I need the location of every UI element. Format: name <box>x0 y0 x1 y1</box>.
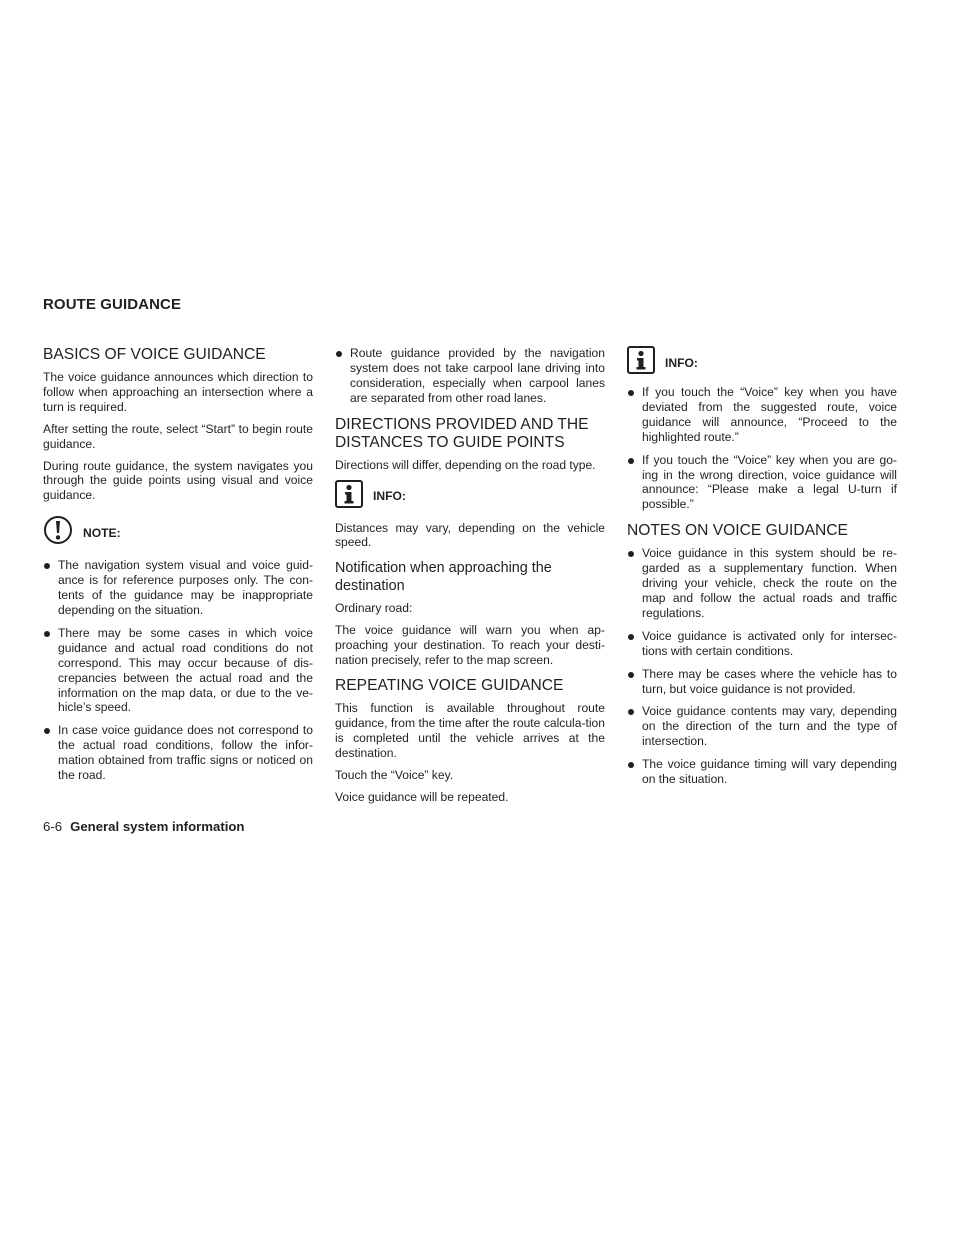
list-item: The voice guidance timing will vary depending on the situation. <box>627 757 897 787</box>
list-item: Route guidance provided by the navigation system does not take carpool lane driving into consideration, especially when carpool lanes are separated from other road lanes. <box>335 346 605 406</box>
list-item: Voice guidance contents may vary, depending on the direction of the turn and the type of intersection. <box>627 704 897 749</box>
heading-repeating-voice-guidance: REPEATING VOICE GUIDANCE <box>335 676 564 694</box>
paragraph: Directions will differ, depending on the road type. <box>335 457 596 472</box>
list-item: If you touch the “Voice” key when you are go-ing in the wrong direction, voice guidance will announce: “Please make a legal U-turn if possible.” <box>627 453 897 513</box>
list-item: The navigation system visual and voice guid-ance is for reference purposes only. The con-tents of the guidance may be inappropriate depending on the situation. <box>43 558 313 618</box>
info-callout <box>627 346 897 379</box>
note-bullet-list <box>43 558 313 783</box>
paragraph: After setting the route, select “Start” to begin route guidance. <box>43 421 313 451</box>
paragraph: The voice guidance will warn you when ap-proaching your destination. To reach your desti-nation precisely, refer to the map screen. <box>335 623 605 668</box>
paragraph: Distances may vary, depending on the vehicle speed. <box>335 520 605 550</box>
exclamation-circle-icon <box>43 515 73 550</box>
notes-bullet-list <box>627 546 897 787</box>
paragraph: Touch the “Voice” key. <box>335 767 454 782</box>
list-item: If you touch the “Voice” key when you have deviated from the suggested route, voice guidance will announce, “Proceed to the highlighted route.” <box>627 385 897 445</box>
column-2 <box>335 346 605 811</box>
list-item: Voice guidance is activated only for intersec-tions with certain conditions. <box>627 629 897 659</box>
column-1 <box>43 346 313 791</box>
info-box-icon <box>627 346 655 379</box>
list-item: Voice guidance in this system should be re-garded as a supplementary function. When driving your vehicle, check the route on the map and follow the actual roads and traffic regulations. <box>627 546 897 621</box>
heading-basics-voice-guidance: BASICS OF VOICE GUIDANCE <box>43 346 266 363</box>
note-label: NOTE: <box>83 525 121 540</box>
page-number: 6-6 <box>43 819 63 834</box>
section-header: ROUTE GUIDANCE <box>43 296 182 313</box>
paragraph: During route guidance, the system navigates you through the guide points using visual and voice guidance. <box>43 458 313 503</box>
info-bullet-list <box>627 385 897 512</box>
info-label: INFO: <box>665 355 698 370</box>
paragraph: Voice guidance will be repeated. <box>335 789 509 804</box>
heading-directions-distances: DIRECTIONS PROVIDED AND THE DISTANCES TO GUIDE POINTS <box>335 415 589 451</box>
list-item: There may be cases where the vehicle has to turn, but voice guidance is not provided. <box>627 667 897 697</box>
list-item: There may be some cases in which voice guidance and actual road conditions do not correspond. This may occur because of dis-crepancies between the actual road and the information on the map data, or due to the ve-hicle’s speed. <box>43 626 313 715</box>
paragraph: The voice guidance announces which direction to follow when approaching an intersection where a turn is required. <box>43 370 313 414</box>
paragraph: Ordinary road: <box>335 601 413 616</box>
page-footer <box>43 819 244 834</box>
info-label: INFO: <box>373 489 406 504</box>
chapter-title: General system information <box>70 819 245 834</box>
heading-notes-voice-guidance: NOTES ON VOICE GUIDANCE <box>627 522 848 540</box>
info-callout <box>335 480 605 513</box>
info-box-icon <box>335 480 363 513</box>
subheading-notification-destination: Notification when approaching the destination <box>335 560 552 595</box>
column-3 <box>627 346 897 795</box>
paragraph: This function is available throughout route guidance, from the time after the route calcula-tion is completed until the vehicle arrives at the destination. <box>335 700 605 760</box>
list-item: In case voice guidance does not correspond to the actual road conditions, follow the infor-mation obtained from traffic signs or noticed on the road. <box>43 723 313 783</box>
note-callout <box>43 515 313 550</box>
bullet-list <box>335 346 605 406</box>
